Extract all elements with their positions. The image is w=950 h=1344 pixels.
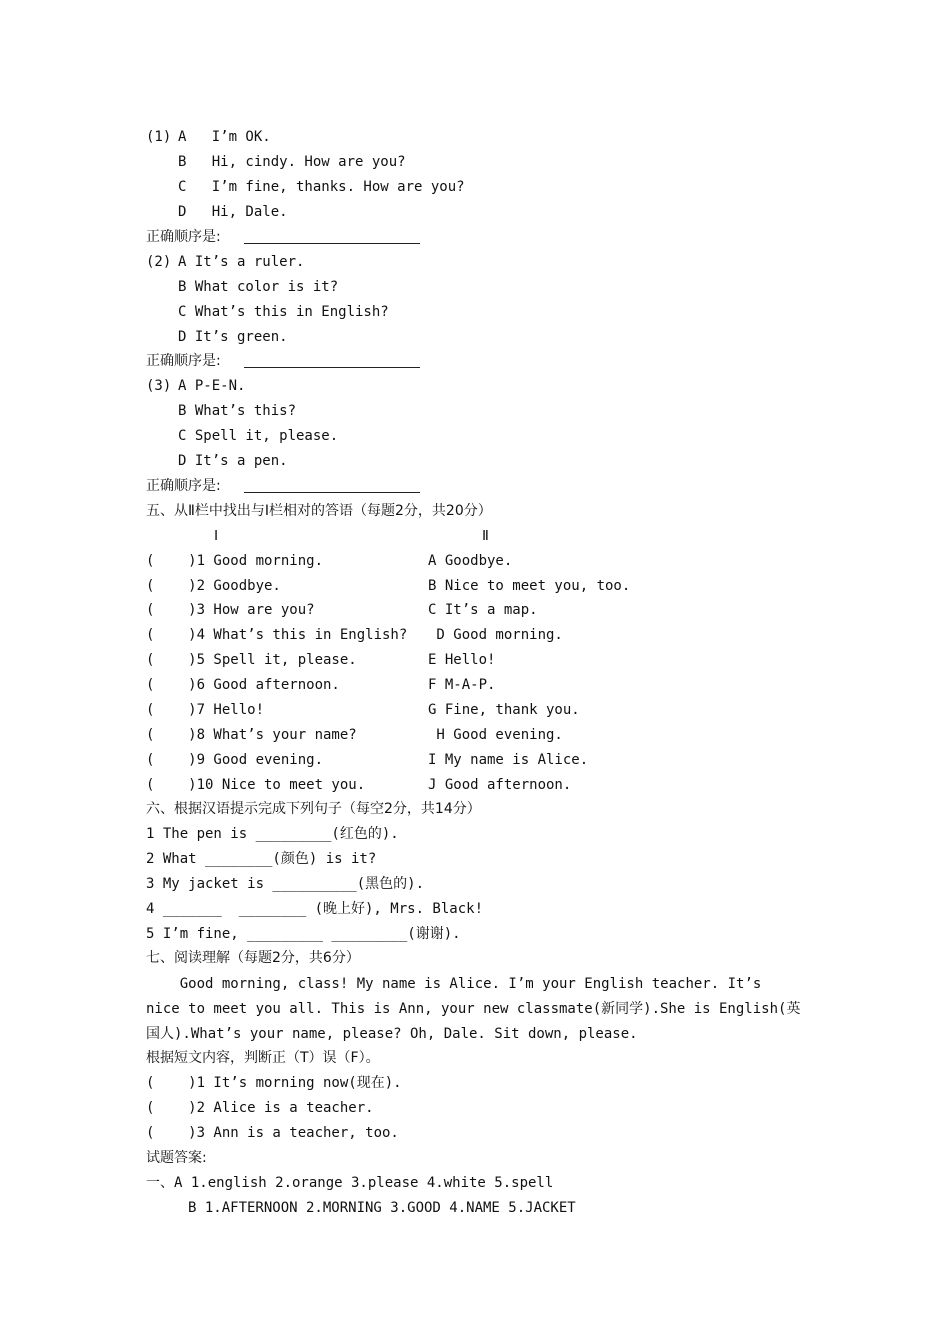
q2-option-b: B What color is it?	[178, 279, 339, 295]
q1-option-b: B Hi, cindy. How are you?	[178, 154, 406, 170]
q2-order-label: 正确顺序是:	[146, 353, 221, 369]
q2-number: (2)	[146, 254, 172, 270]
match-left-9: ( )9 Good evening.	[146, 752, 324, 768]
section7-title: 七、阅读理解（每题2分，共6分）	[146, 950, 360, 966]
q3-number: (3)	[146, 378, 172, 394]
q3-order-label: 正确顺序是:	[146, 478, 221, 494]
match-left-3: ( )3 How are you?	[146, 602, 315, 618]
match-left-5: ( )5 Spell it, please.	[146, 652, 357, 668]
answers-title: 试题答案:	[146, 1150, 207, 1166]
q2-option-d: D It’s green.	[178, 329, 288, 345]
q1-number: (1)	[146, 129, 172, 145]
answers-line-2: B 1.AFTERNOON 2.MORNING 3.GOOD 4.NAME 5.JACKET	[188, 1200, 576, 1216]
match-right-1: A Goodbye.	[428, 553, 513, 569]
fill-sentence-4: 4 _______ ________ (晚上好), Mrs. Black!	[146, 901, 484, 917]
match-right-7: G Fine, thank you.	[428, 702, 580, 718]
match-right-8: H Good evening.	[428, 727, 563, 743]
match-left-8: ( )8 What’s your name?	[146, 727, 357, 743]
q1-order-label: 正确顺序是:	[146, 229, 221, 245]
q3-option-c: C Spell it, please.	[178, 428, 339, 444]
fill-sentence-1: 1 The pen is _________(红色的).	[146, 826, 399, 842]
passage-line-2: nice to meet you all. This is Ann, your new classmate(新同学).She is English(英	[146, 1001, 801, 1017]
match-left-2: ( )2 Goodbye.	[146, 578, 281, 594]
fill-sentence-3: 3 My jacket is __________(黑色的).	[146, 876, 425, 892]
match-right-9: I My name is Alice.	[428, 752, 589, 768]
q1-option-a: A I’m OK.	[178, 129, 271, 145]
q2-option-c: C What’s this in English?	[178, 304, 389, 320]
section6-title: 六、根据汉语提示完成下列句子（每空2分，共14分）	[146, 801, 481, 817]
q3-answer-blank[interactable]	[244, 492, 420, 493]
match-right-2: B Nice to meet you, too.	[428, 578, 631, 594]
passage-line-1: Good morning, class! My name is Alice. I’m your English teacher. It’s	[146, 976, 762, 992]
section5-title: 五、从Ⅱ栏中找出与Ⅰ栏相对的答语（每题2分，共20分）	[146, 503, 492, 519]
section5-col2-header: Ⅱ	[482, 528, 489, 544]
q1-answer-blank[interactable]	[244, 243, 420, 244]
q2-option-a: A It’s a ruler.	[178, 254, 305, 270]
answers-line-1: 一、A 1.english 2.orange 3.please 4.white 5.spell	[146, 1175, 554, 1191]
passage-line-3: 国人).What’s your name, please? Oh, Dale. Sit down, please.	[146, 1026, 638, 1042]
q3-option-b: B What’s this?	[178, 403, 297, 419]
q3-option-a: A P-E-N.	[178, 378, 246, 394]
fill-sentence-2: 2 What ________(颜色) is it?	[146, 851, 377, 867]
match-left-6: ( )6 Good afternoon.	[146, 677, 340, 693]
match-right-6: F M-A-P.	[428, 677, 496, 693]
match-right-4: D Good morning.	[428, 627, 563, 643]
match-right-5: E Hello!	[428, 652, 496, 668]
tf-item-3: ( )3 Ann is a teacher, too.	[146, 1125, 399, 1141]
q2-answer-blank[interactable]	[244, 367, 420, 368]
match-right-3: C It’s a map.	[428, 602, 538, 618]
tf-item-2: ( )2 Alice is a teacher.	[146, 1100, 374, 1116]
q1-option-d: D Hi, Dale.	[178, 204, 288, 220]
section5-col1-header: Ⅰ	[214, 528, 219, 544]
fill-sentence-5: 5 I’m fine, _________ _________(谢谢).	[146, 926, 461, 942]
match-left-10: ( )10 Nice to meet you.	[146, 777, 366, 793]
match-right-10: J Good afternoon.	[428, 777, 572, 793]
match-left-4: ( )4 What’s this in English?	[146, 627, 408, 643]
q3-option-d: D It’s a pen.	[178, 453, 288, 469]
tf-item-1: ( )1 It’s morning now(现在).	[146, 1075, 402, 1091]
reading-instruction: 根据短文内容，判断正（T）误（F）。	[146, 1050, 380, 1066]
match-left-7: ( )7 Hello!	[146, 702, 265, 718]
match-left-1: ( )1 Good morning.	[146, 553, 324, 569]
q1-option-c: C I’m fine, thanks. How are you?	[178, 179, 465, 195]
